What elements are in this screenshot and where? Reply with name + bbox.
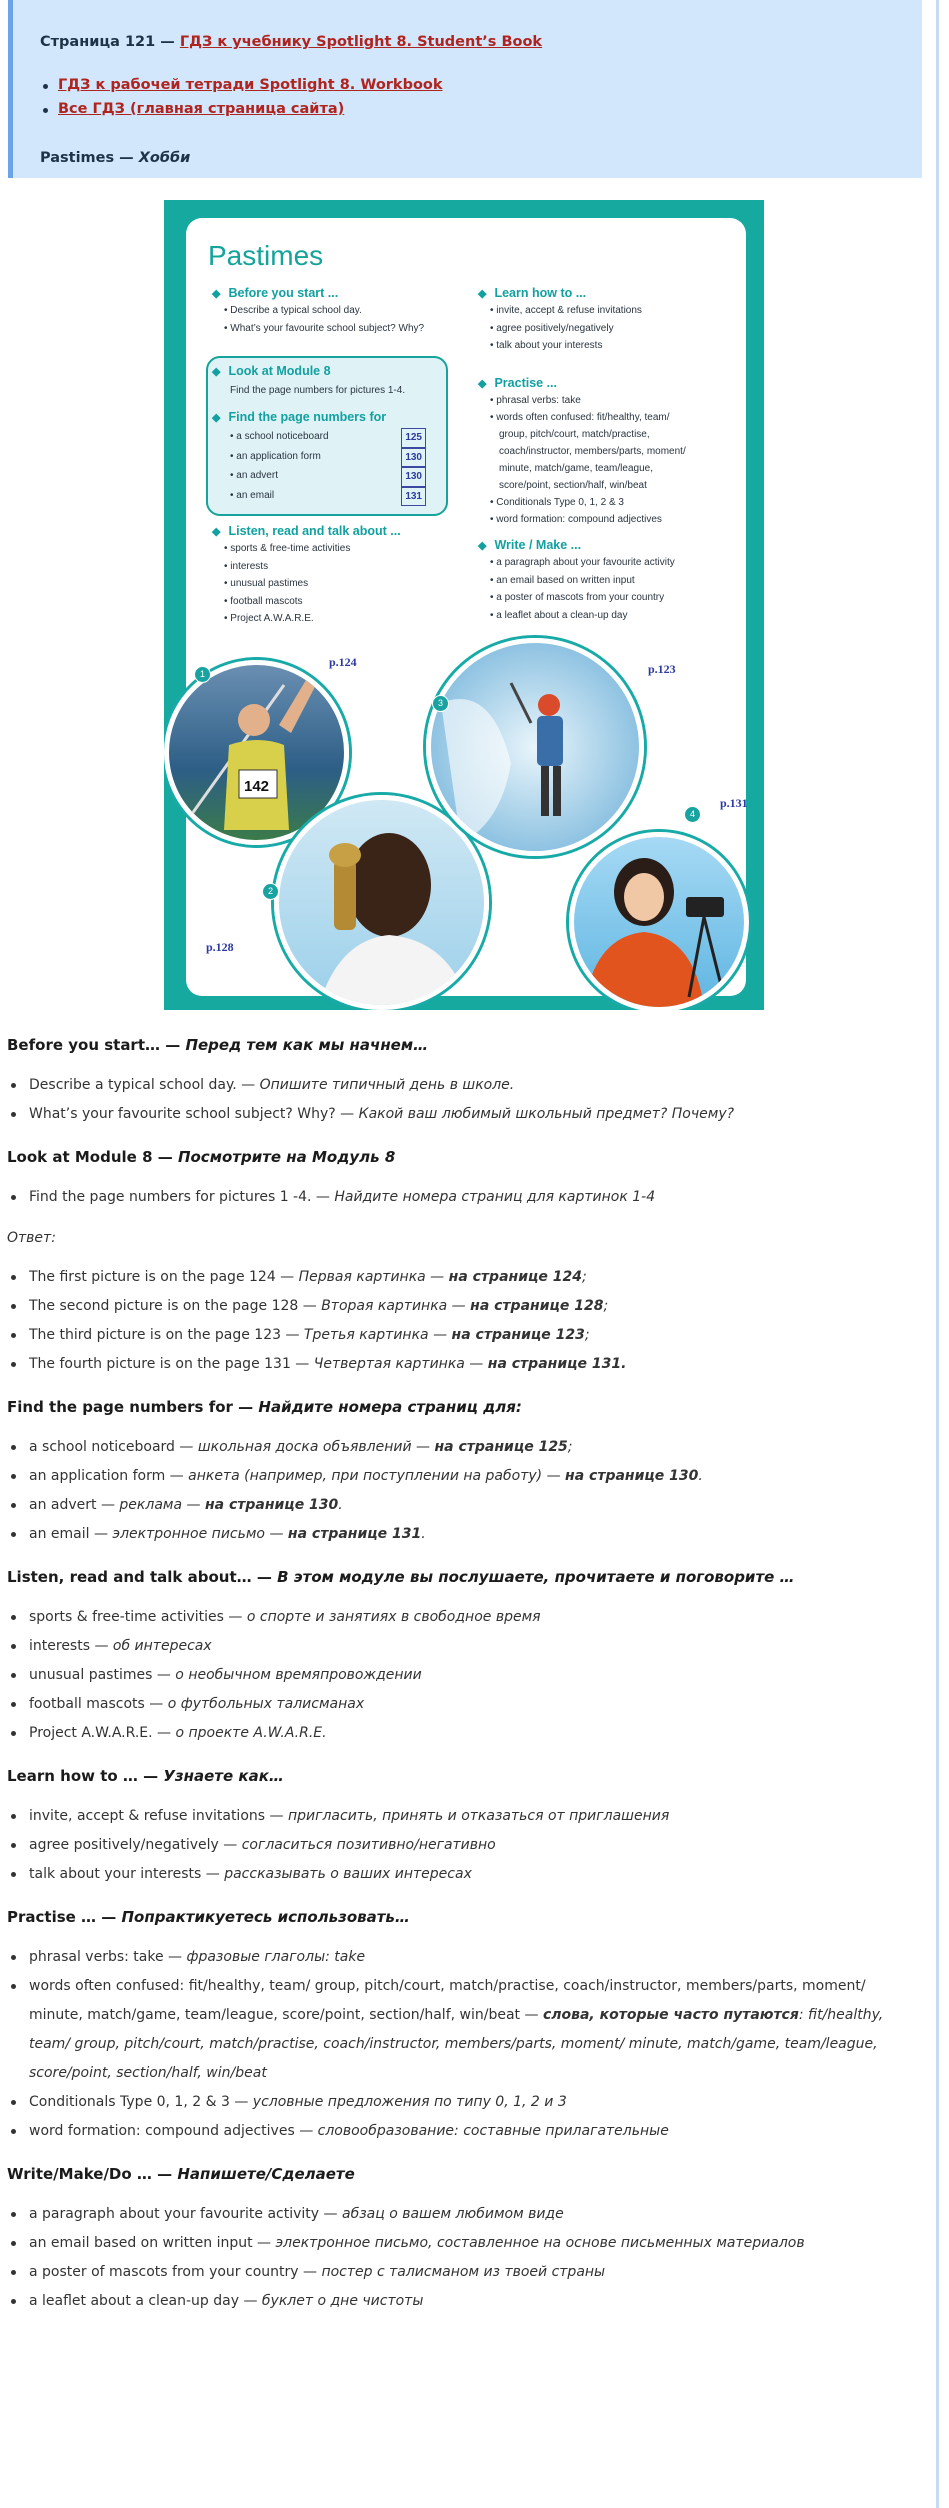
item-answer: на странице 130 bbox=[565, 1468, 699, 1484]
book-learn-item: • invite, accept & refuse invitations bbox=[490, 305, 642, 316]
item-answer: на странице 124 bbox=[448, 1269, 582, 1285]
list-item bbox=[7, 1462, 922, 1491]
item-answer: на странице 123 bbox=[451, 1327, 585, 1343]
item-ru: о футбольных талисманах bbox=[167, 1696, 365, 1712]
book-practise-item: • word formation: compound adjectives bbox=[490, 514, 662, 525]
listen-list bbox=[7, 1603, 922, 1748]
book-write-item: • a leaflet about a clean-up day bbox=[490, 610, 628, 621]
book-find-page: 131 bbox=[401, 487, 426, 507]
topic-en: Pastimes — bbox=[40, 150, 139, 166]
book-practise-cont: group, pitch/court, match/practise, bbox=[499, 429, 650, 440]
photo-football-player bbox=[274, 795, 489, 1010]
book-listen-item: • Project A.W.A.R.E. bbox=[224, 613, 314, 624]
item-ru: Четвертая картинка — bbox=[313, 1356, 488, 1372]
item-en: an email — bbox=[29, 1526, 113, 1542]
item-ru: фразовые глаголы: take bbox=[186, 1949, 366, 1965]
page-ref: p.131 bbox=[720, 796, 748, 810]
item-en: unusual pastimes — bbox=[29, 1667, 176, 1683]
item-punct: ; bbox=[567, 1439, 573, 1455]
book-find-item: • a school noticeboard bbox=[230, 431, 329, 442]
look-heading bbox=[7, 1142, 922, 1172]
list-item bbox=[7, 1183, 922, 1212]
item-ru: школьная доска объявлений — bbox=[197, 1439, 435, 1455]
book-practise-item: • phrasal verbs: take bbox=[490, 395, 581, 406]
item-en: an advert — bbox=[29, 1497, 120, 1513]
textbook-page-image bbox=[164, 200, 764, 1010]
list-item bbox=[7, 1860, 922, 1889]
list-item bbox=[7, 1350, 922, 1379]
listen-heading bbox=[7, 1562, 922, 1592]
book-write-list bbox=[490, 554, 675, 624]
item-ru: абзац о вашем любимом виде bbox=[341, 2206, 564, 2222]
item-ru: Найдите номера страниц для картинок 1-4 bbox=[334, 1189, 656, 1205]
item-en: The second picture is on the page 128 — bbox=[29, 1298, 322, 1314]
list-item bbox=[7, 1263, 922, 1292]
write-list bbox=[7, 2200, 922, 2316]
book-practise-item: • words often confused: fit/healthy, team/ bbox=[490, 412, 670, 423]
look-list bbox=[7, 1183, 922, 1212]
item-en: Describe a typical school day. — bbox=[29, 1077, 260, 1093]
book-find-item: • an application form bbox=[230, 451, 321, 462]
item-ru: пригласить, принять и отказаться от приглашения bbox=[287, 1808, 670, 1824]
book-module-text: Find the page numbers for pictures 1-4. bbox=[230, 385, 406, 396]
item-en: a school noticeboard — bbox=[29, 1439, 198, 1455]
list-item bbox=[7, 2229, 922, 2258]
item-ru: Первая картинка — bbox=[298, 1269, 449, 1285]
learn-heading bbox=[7, 1761, 922, 1791]
bullet bbox=[43, 108, 48, 113]
item-en: a paragraph about your favourite activity — bbox=[29, 2206, 342, 2222]
item-en: a leaflet about a clean-up day — bbox=[29, 2293, 262, 2309]
item-en: football mascots — bbox=[29, 1696, 168, 1712]
list-item bbox=[7, 1943, 922, 1972]
ice-climber-image bbox=[431, 643, 639, 851]
list-item bbox=[7, 1632, 922, 1661]
practise-heading bbox=[7, 1902, 922, 1932]
list-item bbox=[7, 1491, 922, 1520]
find-heading bbox=[7, 1392, 922, 1422]
item-en: The third picture is on the page 123 — bbox=[29, 1327, 304, 1343]
book-practise-cont: minute, match/game, team/league, bbox=[499, 463, 653, 474]
home-link[interactable]: Все ГДЗ (главная страница сайта) bbox=[58, 101, 345, 117]
book-learn-item: • talk about your interests bbox=[490, 340, 602, 351]
heading-ru: Найдите номера страниц для: bbox=[258, 1398, 522, 1416]
item-en: Find the page numbers for pictures 1 -4. — bbox=[29, 1189, 335, 1205]
item-punct: ; bbox=[603, 1298, 609, 1314]
item-ru: электронное письмо, составленное на основе письменных материалов bbox=[275, 2235, 805, 2251]
list-item bbox=[7, 1661, 922, 1690]
article-content bbox=[7, 1030, 922, 2316]
item-en: an email based on written input — bbox=[29, 2235, 276, 2251]
book-find-heading: ◆ Find the page numbers for bbox=[230, 410, 386, 424]
book-learn-heading: ◆ Learn how to ... bbox=[496, 286, 586, 300]
heading-ru: В этом модуле вы послушаете, прочитаете и поговорите … bbox=[277, 1568, 795, 1586]
topic-title bbox=[40, 150, 190, 166]
item-en: agree positively/negatively — bbox=[29, 1837, 242, 1853]
book-listen-item: • football mascots bbox=[224, 596, 303, 607]
item-ru: Какой ваш любимый школьный предмет? Почему? bbox=[358, 1106, 735, 1122]
book-before-item: • What’s your favourite school subject? Why? bbox=[224, 323, 424, 334]
book-module-heading: ◆ Look at Module 8 bbox=[230, 364, 331, 378]
heading-en: Look at Module 8 — bbox=[7, 1148, 178, 1166]
book-title: Pastimes bbox=[208, 240, 324, 271]
list-item bbox=[7, 2117, 922, 2146]
navigation-box bbox=[8, 0, 922, 178]
before-list bbox=[7, 1071, 922, 1129]
book-practise-heading: ◆ Practise ... bbox=[496, 376, 557, 390]
javelin-thrower-image bbox=[169, 665, 344, 840]
heading-ru: Напишете/Сделаете bbox=[177, 2165, 355, 2183]
workbook-link[interactable]: ГДЗ к рабочей тетради Spotlight 8. Workbook bbox=[58, 77, 443, 93]
item-punct: . bbox=[421, 1526, 426, 1542]
list-item bbox=[7, 1719, 922, 1748]
photo-woman-camera bbox=[569, 832, 749, 1010]
practise-list bbox=[7, 1943, 922, 2146]
book-listen-list bbox=[224, 540, 350, 628]
item-ru: согласиться позитивно/негативно bbox=[241, 1837, 496, 1853]
book-learn-item: • agree positively/negatively bbox=[490, 323, 614, 334]
list-item bbox=[7, 1292, 922, 1321]
list-item bbox=[7, 1520, 922, 1549]
page-ref: p.123 bbox=[648, 662, 676, 676]
list-item bbox=[7, 1972, 922, 2088]
heading-en: Practise … — bbox=[7, 1908, 122, 1926]
students-book-link[interactable]: ГДЗ к учебнику Spotlight 8. Student’s Book bbox=[179, 34, 543, 50]
item-ru: постер с талисманом из твоей страны bbox=[321, 2264, 606, 2280]
book-find-page: 130 bbox=[401, 448, 426, 468]
football-player-image bbox=[279, 800, 484, 1005]
item-ru: Вторая картинка — bbox=[321, 1298, 471, 1314]
book-practise-item: • Conditionals Type 0, 1, 2 & 3 bbox=[490, 497, 624, 508]
item-ru: об интересах bbox=[112, 1638, 212, 1654]
book-find-item: • an email bbox=[230, 490, 274, 501]
book-find-page: 130 bbox=[401, 467, 426, 487]
item-en: an application form — bbox=[29, 1468, 189, 1484]
item-en: The first picture is on the page 124 — bbox=[29, 1269, 299, 1285]
heading-ru: Посмотрите на Модуль 8 bbox=[177, 1148, 396, 1166]
write-heading bbox=[7, 2159, 922, 2189]
item-en: invite, accept & refuse invitations — bbox=[29, 1808, 288, 1824]
list-item bbox=[7, 1831, 922, 1860]
item-ru: : fit/healthy, team/ group, pitch/court, match/practise, coach/instructor, members/parts, moment/ minute, match/game, team/league, score/point, section/half, win/beat bbox=[29, 2007, 884, 2081]
item-ru: условные предложения по типу 0, 1, 2 и 3 bbox=[252, 2094, 567, 2110]
book-find-item: • an advert bbox=[230, 470, 278, 481]
page-right-border bbox=[936, 0, 939, 2508]
item-en: phrasal verbs: take — bbox=[29, 1949, 187, 1965]
item-punct: ; bbox=[584, 1327, 590, 1343]
picture-number: 4 bbox=[684, 806, 701, 823]
answer-list bbox=[7, 1263, 922, 1379]
heading-en: Learn how to … — bbox=[7, 1767, 164, 1785]
item-en: Conditionals Type 0, 1, 2 & 3 — bbox=[29, 2094, 253, 2110]
list-item bbox=[7, 1433, 922, 1462]
book-practise-cont: score/point, section/half, win/beat bbox=[499, 480, 647, 491]
item-answer: на странице 125 bbox=[434, 1439, 568, 1455]
home-link-item bbox=[58, 101, 344, 117]
heading-ru: Узнаете как… bbox=[163, 1767, 284, 1785]
page-ref: p.128 bbox=[206, 940, 234, 954]
learn-list bbox=[7, 1802, 922, 1889]
find-list bbox=[7, 1433, 922, 1549]
item-answer: на странице 130 bbox=[204, 1497, 339, 1513]
item-en: words often confused: fit/healthy, team/ group, pitch/court, match/practise, coach/instructor, members/parts, moment/ minute, match/game, team/league, score/point, section/half, win/beat — bbox=[29, 1978, 866, 2023]
book-listen-item: • interests bbox=[224, 561, 268, 572]
item-punct: . bbox=[338, 1497, 343, 1513]
book-practise-list bbox=[490, 392, 686, 528]
item-answer: на странице 128 bbox=[470, 1298, 604, 1314]
item-ru: словообразование: составные прилагательные bbox=[317, 2123, 669, 2139]
item-ru: анкета (например, при поступлении на работу) — bbox=[188, 1468, 566, 1484]
book-listen-item: • unusual pastimes bbox=[224, 578, 308, 589]
book-write-item: • a paragraph about your favourite activity bbox=[490, 557, 675, 568]
book-find-list bbox=[230, 428, 426, 506]
heading-ru: Попрактикуетесь использовать… bbox=[121, 1908, 410, 1926]
book-write-item: • an email based on written input bbox=[490, 575, 635, 586]
heading-en: Before you start… — bbox=[7, 1036, 186, 1054]
book-before-heading: ◆ Before you start ... bbox=[230, 286, 338, 300]
bib-number: 142 bbox=[244, 778, 270, 795]
list-item bbox=[7, 1690, 922, 1719]
book-find-page: 125 bbox=[401, 428, 426, 448]
picture-number: 1 bbox=[194, 666, 211, 683]
item-answer: на странице 131. bbox=[487, 1356, 627, 1372]
item-punct: ; bbox=[581, 1269, 587, 1285]
item-ru: электронное письмо — bbox=[112, 1526, 288, 1542]
list-item bbox=[7, 1321, 922, 1350]
book-before-list bbox=[224, 302, 424, 337]
item-punct: . bbox=[698, 1468, 703, 1484]
heading-en: Listen, read and talk about… — bbox=[7, 1568, 278, 1586]
woman-camera-image bbox=[574, 837, 744, 1007]
book-listen-item: • sports & free-time activities bbox=[224, 543, 350, 554]
item-ru: рассказывать о ваших интересах bbox=[224, 1866, 472, 1882]
item-ru: Третья картинка — bbox=[303, 1327, 452, 1343]
before-heading bbox=[7, 1030, 922, 1060]
workbook-link-item bbox=[58, 77, 443, 93]
bullet bbox=[43, 84, 48, 89]
item-en: interests — bbox=[29, 1638, 113, 1654]
item-ru: о проекте A.W.A.R.E. bbox=[175, 1725, 327, 1741]
list-item bbox=[7, 2258, 922, 2287]
item-en: a poster of mascots from your country — bbox=[29, 2264, 322, 2280]
list-item bbox=[7, 1071, 922, 1100]
heading-en: Find the page numbers for — bbox=[7, 1398, 259, 1416]
item-en: word formation: compound adjectives — bbox=[29, 2123, 318, 2139]
book-learn-list bbox=[490, 302, 642, 355]
photo-ice-climber bbox=[426, 638, 644, 856]
list-item bbox=[7, 1802, 922, 1831]
item-ru: о необычном времяпровождении bbox=[175, 1667, 422, 1683]
book-practise-cont: coach/instructor, members/parts, moment/ bbox=[499, 446, 686, 457]
picture-number: 2 bbox=[262, 883, 279, 900]
item-ru: Опишите типичный день в школе. bbox=[259, 1077, 515, 1093]
page-number-label: Страница 121 — bbox=[40, 34, 180, 50]
list-item bbox=[7, 1100, 922, 1129]
heading-en: Write/Make/Do … — bbox=[7, 2165, 178, 2183]
list-item bbox=[7, 2088, 922, 2117]
book-before-item: • Describe a typical school day. bbox=[224, 305, 362, 316]
page-heading bbox=[40, 34, 542, 50]
page-ref: p.124 bbox=[329, 655, 357, 669]
item-en: What’s your favourite school subject? Why? — bbox=[29, 1106, 359, 1122]
list-item bbox=[7, 1603, 922, 1632]
item-en: talk about your interests — bbox=[29, 1866, 225, 1882]
item-ru-bold: слова, которые часто путаются bbox=[542, 2007, 799, 2023]
picture-number: 3 bbox=[432, 695, 449, 712]
book-listen-heading: ◆ Listen, read and talk about ... bbox=[230, 524, 401, 538]
item-ru: реклама — bbox=[119, 1497, 205, 1513]
item-answer: на странице 131 bbox=[287, 1526, 422, 1542]
list-item bbox=[7, 2287, 922, 2316]
item-en: Project A.W.A.R.E. — bbox=[29, 1725, 176, 1741]
book-write-item: • a poster of mascots from your country bbox=[490, 592, 664, 603]
book-write-heading: ◆ Write / Make ... bbox=[496, 538, 581, 552]
topic-ru: Хобби bbox=[138, 150, 191, 166]
item-en: The fourth picture is on the page 131 — bbox=[29, 1356, 314, 1372]
item-en: sports & free-time activities — bbox=[29, 1609, 247, 1625]
answer-label: Ответ: bbox=[7, 1230, 56, 1246]
item-ru: о спорте и занятиях в свободное время bbox=[246, 1609, 541, 1625]
heading-ru: Перед тем как мы начнем… bbox=[185, 1036, 429, 1054]
item-ru: буклет о дне чистоты bbox=[261, 2293, 424, 2309]
list-item bbox=[7, 2200, 922, 2229]
